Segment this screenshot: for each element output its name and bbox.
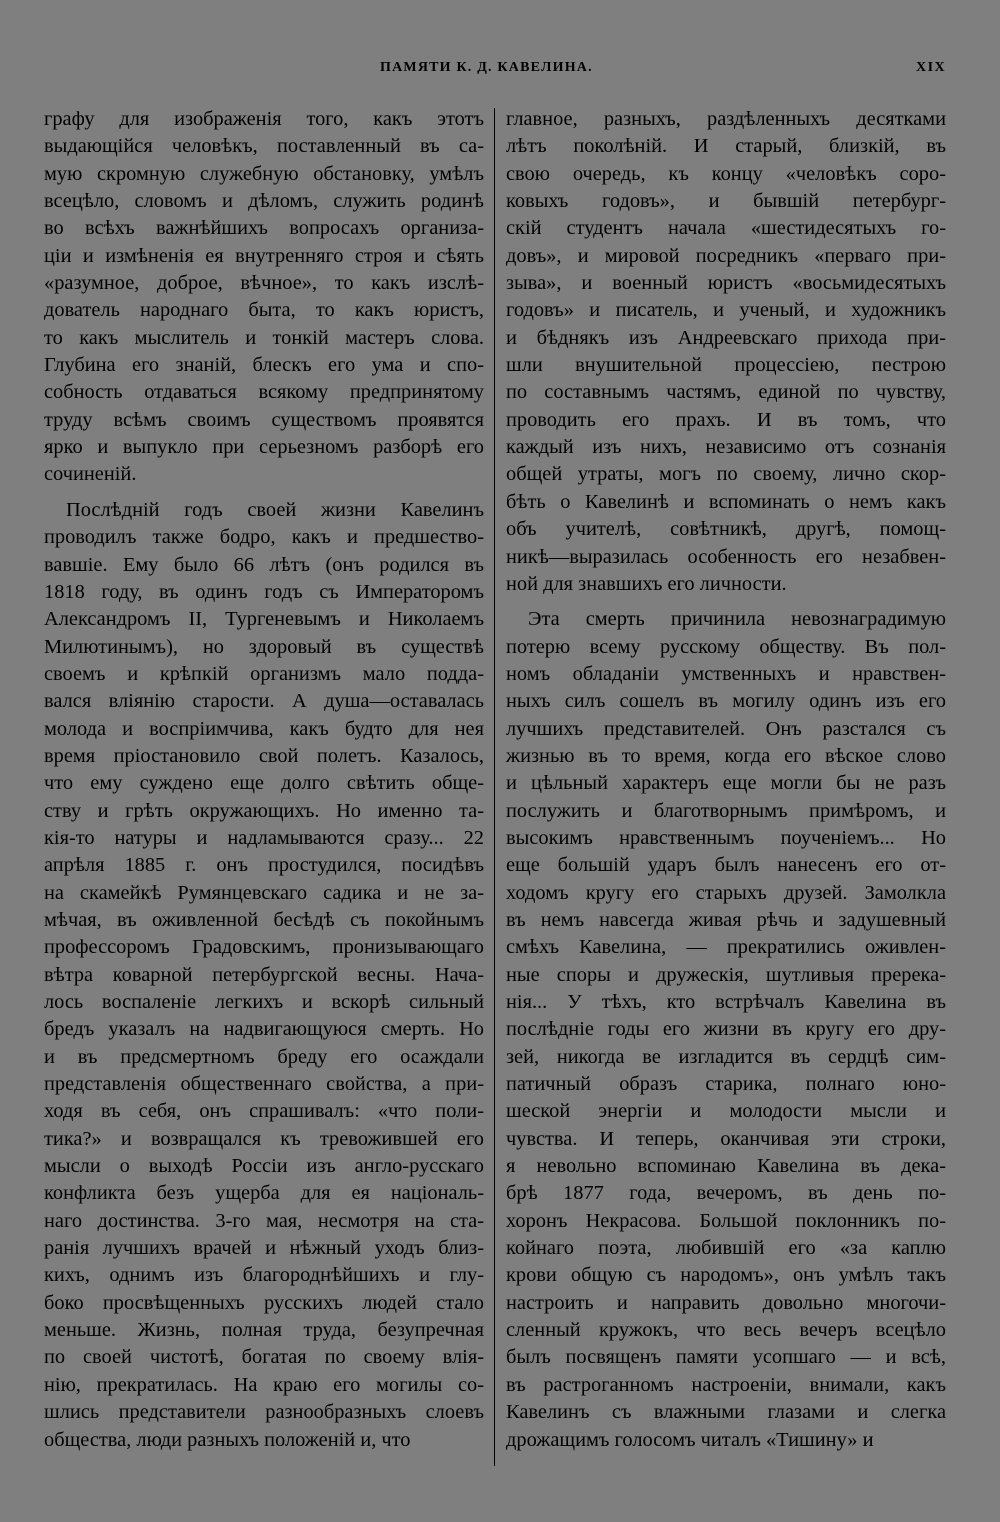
text-line: ходя въ себя, онъ спрашивалъ: «что поли-	[44, 1100, 484, 1123]
text-line: вался вліянію старости. А душа—оставалась	[44, 690, 484, 713]
text-line: нію, прекратилась. На краю его могилы со-	[44, 1373, 484, 1396]
text-line: на скамейкѣ Румянцевскаго садика и не за-	[44, 881, 484, 904]
text-line: апрѣля 1885 г. онъ простудился, посидѣвъ	[44, 854, 484, 877]
text-line: бѣть о Кавелинѣ и вспоминать о немъ какъ	[506, 490, 946, 513]
text-line: графу для изображенія того, какъ этотъ	[44, 108, 484, 130]
text-line: по составнымъ частямъ, единой по чувству,	[506, 381, 946, 404]
paragraph	[44, 497, 484, 1454]
text-line: что ему суждено еще долго свѣтить обще-	[44, 772, 484, 795]
text-line: койнаго поэта, любившій его «за каплю	[506, 1237, 946, 1260]
text-line: лѣтъ поколѣній. И старый, близкій, въ	[506, 135, 946, 158]
text-line: годовъ» и писатель, и ученый, и художникъ	[506, 299, 946, 322]
text-line: потерю всему русскому обществу. Въ пол-	[506, 635, 946, 658]
text-line: послужить и благотворнымъ примѣромъ, и	[506, 799, 946, 822]
text-line: ходомъ кругу его старыхъ друзей. Замолкла	[506, 881, 946, 904]
text-line: мую скромную служебную обстановку, умѣлъ	[44, 162, 484, 185]
text-line: зей, никогда ве изгладится въ сердцѣ сим-	[506, 1045, 946, 1068]
text-line: по своей чистотѣ, богатая по своему влія-	[44, 1346, 484, 1369]
text-line: шлись представители разнообразныхъ слоевъ	[44, 1401, 484, 1424]
text-line: номъ обладаніи умственныхъ и нравствен-	[506, 662, 946, 685]
paragraph	[44, 106, 484, 489]
text-line: своемъ и крѣпкій организмъ мало подда-	[44, 662, 484, 685]
text-line: каждый изъ нихъ, независимо отъ сознанія	[506, 436, 946, 459]
text-line: Милютинымъ), но здоровый въ существѣ	[44, 635, 484, 658]
text-line: боко просвѣщенныхъ русскихъ людей стало	[44, 1291, 484, 1314]
text-line: собность отдаваться всякому предпринятому	[44, 381, 484, 404]
text-line: и цѣльный характеръ еще могли бы не разъ	[506, 772, 946, 795]
text-line: дователь народнаго быта, то какъ юристъ,	[44, 299, 484, 322]
text-line: сленный кружокъ, что весь вечеръ всецѣло	[506, 1319, 946, 1342]
text-line: въ немъ навсегда живая рѣчь и задушевный	[506, 908, 946, 931]
text-line: всецѣло, словомъ и дѣломъ, служить родинѣ	[44, 190, 484, 213]
text-line: свою очередь, къ концу «человѣкъ соро-	[506, 162, 946, 185]
text-line: еще большій ударъ былъ нанесенъ его от-	[506, 854, 946, 877]
text-line: кія-то натуры и надламываются сразу... 22	[44, 826, 484, 849]
paragraph-gap	[506, 598, 946, 606]
text-line: общества, люди разныхъ положеній и, что	[44, 1428, 411, 1451]
text-line: и въ предсмертномъ бреду его осаждали	[44, 1045, 484, 1068]
paragraph-gap	[44, 489, 484, 497]
text-line: брѣ 1877 года, вечеромъ, въ день по-	[506, 1182, 946, 1205]
text-line: никѣ—выразилась особенность его незабвен-	[506, 545, 946, 568]
text-line: профессоромъ Градовскимъ, пронизывающаго	[44, 936, 484, 959]
text-line: вавшіе. Ему было 66 лѣтъ (онъ родился въ	[44, 553, 484, 576]
text-line: общей утраты, могъ по своему, лично скор-	[506, 463, 946, 486]
text-line: меньше. Жизнь, полная труда, безупречная	[44, 1319, 484, 1342]
text-line: настроить и направить довольно многочи-	[506, 1291, 946, 1314]
text-line: въ растроганномъ настроеніи, внимали, какъ	[506, 1373, 946, 1396]
page-number: XIX	[916, 60, 947, 75]
text-line: скій студентъ начала «шестидесятыхъ го-	[506, 217, 946, 240]
text-line: жизнью въ то время, когда его вѣское слово	[506, 744, 946, 767]
text-line: молода и воспріимчива, какъ будто для нея	[44, 717, 484, 740]
text-line: ковыхъ годовъ», и бывшій петербург-	[506, 190, 946, 213]
text-line: бредъ указалъ на надвигающуюся смерть. Но	[44, 1018, 484, 1041]
text-line: мысли о выходѣ Россіи изъ англо-русскаго	[44, 1155, 484, 1178]
text-line: выдающійся человѣкъ, поставленный въ са-	[44, 135, 484, 158]
text-line: ству и грѣть окружающихъ. Но именно та-	[44, 799, 484, 822]
text-line: Александромъ II, Тургеневымъ и Николаемъ	[44, 608, 484, 631]
text-line: «разумное, доброе, вѣчное», то какъ изслѣ-	[44, 272, 484, 295]
text-line: ныхъ силъ сошелъ въ могилу одинъ изъ его	[506, 690, 946, 713]
text-line: Послѣдній годъ своей жизни Кавелинъ	[66, 498, 484, 521]
text-line: нія... У тѣхъ, кто встрѣчалъ Кавелина въ	[506, 991, 946, 1013]
text-line: мѣчая, въ оживленной бесѣдѣ съ покойнымъ	[44, 908, 484, 931]
text-line: объ учителѣ, совѣтникѣ, другѣ, помощ-	[506, 518, 946, 541]
text-line: то какъ мыслитель и тонкій мастеръ слова.	[44, 326, 484, 349]
text-line: кихъ, однимъ изъ благороднѣйшихъ и глу-	[44, 1264, 484, 1287]
text-line: шеской энергіи и молодости мысли и	[506, 1100, 946, 1123]
text-line: главное, разныхъ, раздѣленныхъ десятками	[506, 108, 946, 130]
text-line: время пріостановило свой полетъ. Казалось,	[44, 744, 484, 767]
text-line: ной для знавшихъ его личности.	[506, 572, 787, 595]
text-line: и бѣднякъ изъ Андреевскаго прихода при-	[506, 326, 946, 349]
text-line: высокимъ нравственнымъ поученіемъ... Но	[506, 826, 946, 849]
text-line: ярко и выпукло при серьезномъ разборѣ его	[44, 436, 484, 459]
text-line: Глубина его знаній, блескъ его ума и спо-	[44, 354, 484, 377]
text-line: смѣхъ Кавелина, — прекратились оживлен-	[506, 936, 946, 959]
text-line: лось воспаленіе легкихъ и вскорѣ сильный	[44, 991, 484, 1013]
text-line: послѣдніе годы его жизни въ кругу его дру-	[506, 1018, 946, 1041]
running-title: ПАМЯТИ К. Д. КАВЕЛИНА.	[380, 60, 593, 75]
text-line: сочиненій.	[44, 463, 137, 486]
text-line: дрожащимъ голосомъ читалъ «Тишину» и	[506, 1428, 874, 1451]
paragraph	[506, 606, 946, 1454]
text-line: Кавелинъ съ влажными глазами и слегка	[506, 1401, 946, 1424]
text-line: крови общую съ народомъ», онъ умѣлъ такъ	[506, 1264, 946, 1287]
text-line: вѣтра коварной петербургской весны. Нача-	[44, 963, 484, 986]
text-line: наго достинства. 3-го мая, несмотря на ста-	[44, 1209, 484, 1232]
text-line: во всѣхъ важнѣйшихъ вопросахъ организа-	[44, 217, 484, 240]
right-column	[506, 106, 946, 1454]
text-line: проводилъ также бодро, какъ и предшество-	[44, 526, 484, 549]
text-line: представленія общественнаго свойства, а при-	[44, 1073, 484, 1096]
text-line: я невольно вспоминаю Кавелина въ дека-	[506, 1155, 946, 1178]
text-line: тика?» и возвращался къ тревожившей его	[44, 1127, 484, 1150]
text-line: ранія лучшихъ врачей и нѣжный уходъ близ-	[44, 1237, 484, 1260]
text-line: шли внушительной процессіею, пестрою	[506, 354, 946, 377]
text-line: хоронъ Некрасова. Большой поклонникъ по-	[506, 1209, 946, 1232]
text-line: довъ», и мировой посредникъ «перваго при-	[506, 244, 946, 267]
text-line: лучшихъ представителей. Онъ разстался съ	[506, 717, 946, 740]
text-line: 1818 году, въ одинъ годъ съ Императоромъ	[44, 580, 484, 603]
paragraph	[506, 106, 946, 598]
text-line: Эта смерть причинила невознаградимую	[528, 608, 946, 631]
text-line: конфликта безъ ущерба для ея національ-	[44, 1182, 484, 1205]
text-line: былъ посвященъ памяти усопшаго — и всѣ,	[506, 1346, 946, 1369]
text-line: проводить его прахъ. И въ томъ, что	[506, 408, 946, 431]
text-line: ные споры и дружескія, шутливыя пререка-	[506, 963, 946, 986]
text-line: чувства. И теперь, оканчивая эти строки,	[506, 1127, 946, 1150]
text-line: ціи и измѣненія ея внутренняго строя и сѣять	[44, 244, 484, 267]
text-line: патичный образъ старика, полнаго юно-	[506, 1073, 946, 1096]
left-column	[44, 106, 484, 1454]
text-line: труду всѣмъ своимъ существомъ проявятся	[44, 408, 484, 431]
column-divider	[494, 108, 495, 1466]
text-line: зыва», и военный юристъ «восьмидесятыхъ	[506, 272, 946, 295]
